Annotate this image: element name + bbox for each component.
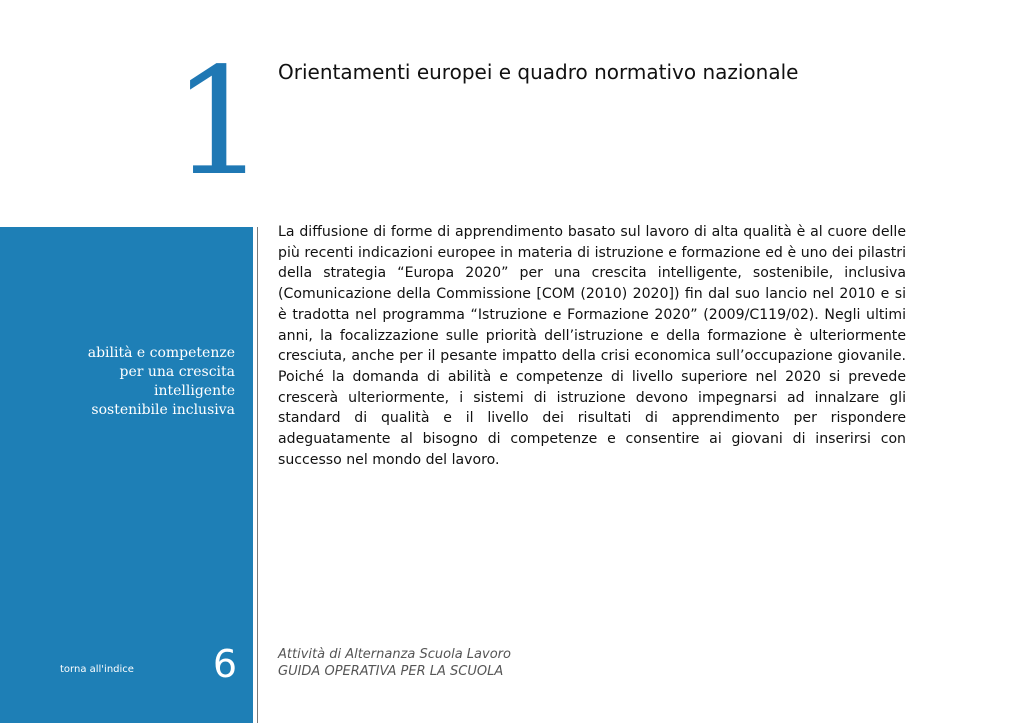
tagline-line: sostenibile inclusiva (91, 402, 235, 418)
footer-line-1: Attività di Alternanza Scuola Lavoro (278, 647, 511, 662)
vertical-divider (257, 227, 258, 723)
chapter-title: Orientamenti europei e quadro normativo nazionale (278, 60, 799, 84)
body-paragraph: La diffusione di forme di apprendimento basato sul lavoro di alta qualità è al cuore delle più recenti indicazioni europee in materia di istruzione e formazione ed è uno dei pilastri della strategia “Europa 2020” per una crescita intelligente, sostenibile, inclusiva (Comunicazione della Commissione [COM (2010) 2020]) fin dal suo lancio nel 2010 e si è tradotta nel programma “Istruzione e Formazione 2020” (2009/C119/02). Negli ultimi anni, la focalizzazione sulle priorità dell’istruzione e della formazione è ulteriormente cresciuta, anche per il pesante impatto della crisi economica sull’occupazione giovanile. Poiché la domanda di abilità e competenze di livello superiore nel 2020 si prevede crescerà ulteriormente, i sistemi di istruzione devono impegnarsi ad innalzare gli standard di qualità e il livello dei risultati di apprendimento per rispondere adeguatamente al bisogno di competenze e consentire ai giovani di inserirsi con successo nel mondo del lavoro. (278, 224, 906, 468)
tagline-line: intelligente (153, 383, 235, 399)
sidebar-panel (0, 227, 253, 723)
back-to-index-link[interactable]: torna all'indice (60, 664, 134, 675)
footer-caption (278, 646, 511, 680)
tagline-line: per una crescita (119, 364, 235, 380)
tagline-line: abilità e competenze (87, 345, 235, 361)
chapter-number: 1 (172, 36, 267, 208)
page-number: 6 (212, 642, 237, 686)
sidebar-tagline (25, 344, 235, 420)
footer-line-2: GUIDA OPERATIVA PER LA SCUOLA (278, 664, 504, 679)
